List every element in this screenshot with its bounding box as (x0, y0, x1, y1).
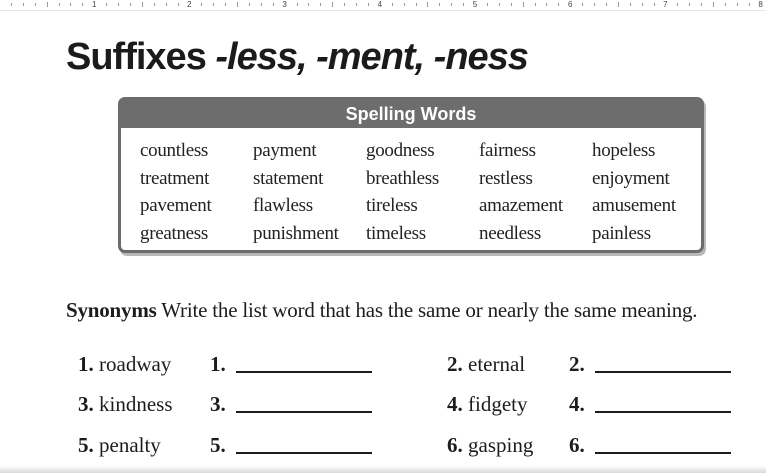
answer-number: 1. (210, 352, 226, 376)
ruler-tick (118, 3, 119, 6)
answer-line[interactable] (595, 452, 731, 454)
ruler-tick (535, 3, 536, 6)
ruler-tick (487, 3, 488, 6)
ruler-tick (558, 3, 559, 6)
ruler-tick (511, 3, 512, 6)
answer-blank-4[interactable] (569, 392, 731, 417)
answer-number: 6. (569, 433, 585, 457)
ruler-tick (332, 2, 333, 7)
spelling-word: flawless (253, 195, 313, 216)
ruler-tick (606, 3, 607, 6)
ruler-tick (11, 3, 12, 6)
ruler-number: 7 (663, 0, 668, 9)
ruler-tick (261, 3, 262, 6)
answer-line[interactable] (236, 452, 372, 454)
ruler-tick (416, 3, 417, 6)
ruler-tick (249, 3, 250, 6)
ruler-tick (166, 3, 167, 6)
question-number: 4. (447, 392, 463, 416)
ruler-tick (523, 2, 524, 7)
answer-number: 4. (569, 392, 585, 416)
question-number: 5. (78, 433, 94, 457)
synonyms-lead: Synonyms (66, 298, 157, 322)
ruler-tick (70, 3, 71, 6)
ruler-number: 2 (187, 0, 192, 9)
ruler-tick (320, 3, 321, 6)
spelling-word: goodness (366, 140, 435, 161)
answer-blank-6[interactable] (569, 433, 731, 458)
ruler-tick (642, 3, 643, 6)
ruler-tick (451, 3, 452, 6)
answer-blank-3[interactable] (210, 392, 372, 417)
answer-blank-2[interactable] (569, 352, 731, 377)
ruler-tick (404, 3, 405, 6)
spelling-word: timeless (366, 222, 426, 244)
spelling-word: greatness (140, 222, 208, 244)
spelling-word: enjoyment (592, 167, 670, 189)
question-6 (447, 433, 533, 458)
ruler-tick (308, 3, 309, 6)
ruler-tick (713, 2, 714, 7)
question-word: gasping (468, 433, 534, 457)
ruler-number: 4 (377, 0, 383, 9)
question-word: eternal (468, 352, 526, 376)
ruler-number: 1 (91, 0, 97, 9)
spelling-words-header: Spelling Words (121, 100, 701, 128)
ruler-tick (594, 3, 595, 6)
ruler-tick (749, 3, 750, 6)
answer-blank-5[interactable] (210, 433, 372, 458)
ruler-tick (142, 2, 143, 7)
ruler (0, 0, 766, 11)
ruler-tick (344, 3, 345, 6)
ruler-tick (654, 3, 655, 6)
synonyms-instructions (66, 298, 697, 323)
ruler-tick (725, 3, 726, 6)
question-word: kindness (99, 392, 173, 416)
ruler-tick (427, 2, 428, 7)
ruler-tick (130, 3, 131, 6)
ruler-tick (178, 3, 179, 6)
ruler-tick (368, 3, 369, 6)
spelling-word: hopeless (592, 140, 656, 161)
ruler-number: 3 (282, 0, 287, 9)
ruler-tick (237, 2, 238, 7)
question-3 (78, 392, 173, 417)
answer-blank-1[interactable] (210, 352, 372, 377)
answer-number: 5. (210, 433, 226, 457)
synonyms-text: Write the list word that has the same or nearly the same meaning. (156, 298, 698, 322)
ruler-tick (273, 3, 274, 6)
question-1 (78, 352, 171, 377)
ruler-tick (546, 3, 547, 6)
ruler-tick (225, 3, 226, 6)
ruler-tick (582, 3, 583, 6)
ruler-tick (201, 3, 202, 6)
spelling-word: painless (592, 222, 651, 244)
answer-line[interactable] (595, 371, 731, 373)
spelling-words-grid (140, 137, 692, 247)
spelling-word: statement (253, 167, 324, 189)
spelling-word: breathless (366, 167, 439, 189)
ruler-tick (630, 3, 631, 6)
ruler-tick (106, 3, 107, 6)
ruler-number: 6 (567, 0, 573, 9)
ruler-tick (499, 3, 500, 6)
ruler-tick (59, 3, 60, 6)
ruler-tick (213, 3, 214, 6)
ruler-tick (463, 3, 464, 6)
title-suffixes: -less, -ment, -ness (215, 36, 528, 78)
question-number: 1. (78, 352, 94, 376)
ruler-tick (689, 3, 690, 6)
question-number: 3. (78, 392, 94, 416)
page-bottom-edge (0, 466, 766, 473)
question-word: roadway (99, 352, 172, 376)
answer-line[interactable] (595, 411, 731, 413)
ruler-tick (392, 3, 393, 6)
ruler-tick (701, 3, 702, 6)
ruler-number: 5 (472, 0, 478, 9)
question-4 (447, 392, 527, 417)
ruler-tick (35, 3, 36, 6)
question-number: 6. (447, 433, 463, 457)
spelling-words-box (118, 97, 704, 253)
page-title (66, 36, 528, 79)
ruler-tick (439, 3, 440, 6)
spelling-word: amazement (479, 195, 563, 216)
ruler-tick (618, 2, 619, 7)
answer-number: 2. (569, 352, 585, 376)
spelling-word: treatment (140, 167, 210, 189)
spelling-word: needless (479, 222, 541, 244)
answer-line[interactable] (236, 371, 372, 373)
ruler-tick (356, 3, 357, 6)
ruler-tick (677, 3, 678, 6)
ruler-tick (737, 3, 738, 6)
answer-line[interactable] (236, 411, 372, 413)
ruler-tick (297, 3, 298, 6)
spelling-word: countless (140, 140, 209, 161)
question-2 (447, 352, 525, 377)
title-prefix: Suffixes (66, 36, 216, 78)
ruler-tick (82, 3, 83, 6)
answer-number: 3. (210, 392, 226, 416)
spelling-word: amusement (592, 195, 676, 216)
question-number: 2. (447, 352, 463, 376)
spelling-word: punishment (253, 222, 339, 244)
spelling-word: pavement (140, 195, 212, 216)
question-word: fidgety (468, 392, 528, 416)
spelling-word: fairness (479, 140, 536, 161)
ruler-tick (154, 3, 155, 6)
ruler-tick (23, 3, 24, 6)
question-word: penalty (99, 433, 161, 457)
question-5 (78, 433, 161, 458)
spelling-word: tireless (366, 195, 418, 216)
spelling-word: payment (253, 140, 317, 161)
ruler-number: 8 (758, 0, 763, 9)
ruler-tick (47, 2, 48, 7)
spelling-word: restless (479, 167, 533, 189)
